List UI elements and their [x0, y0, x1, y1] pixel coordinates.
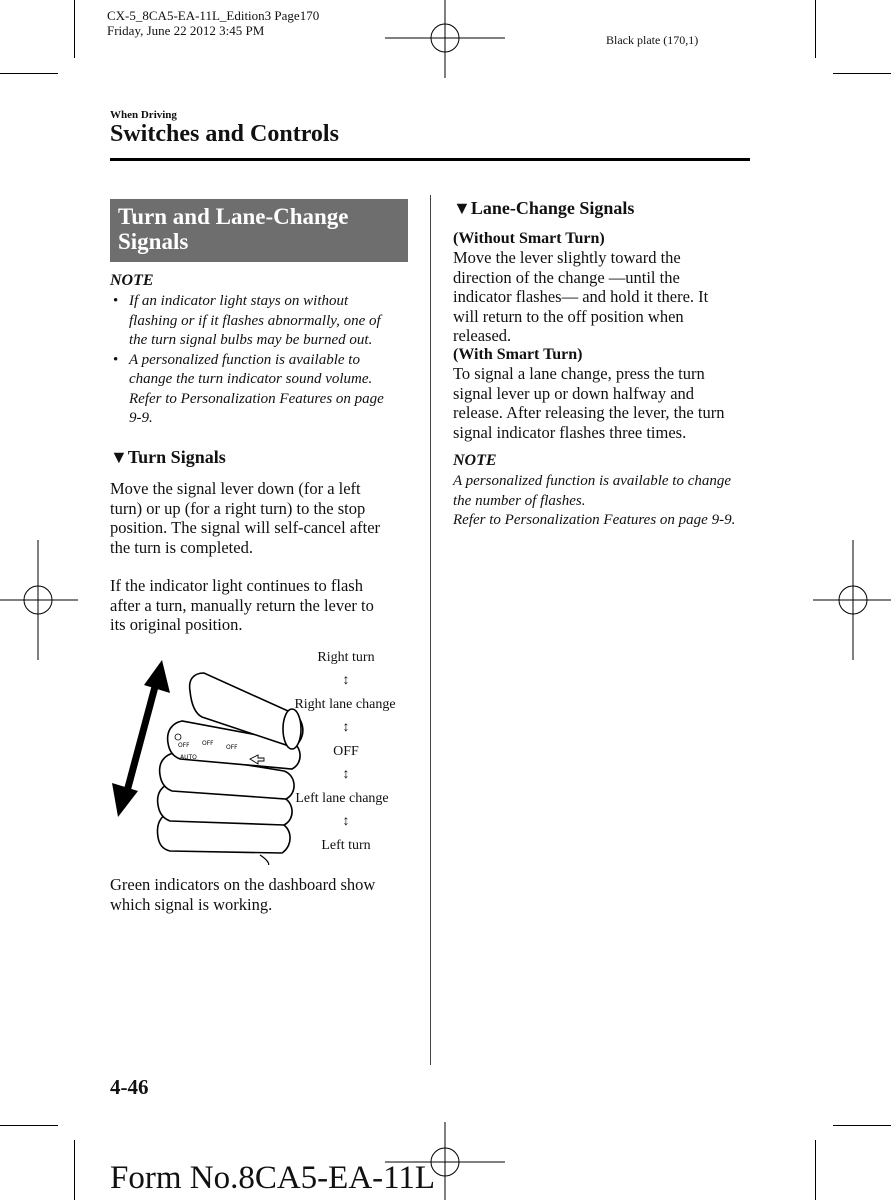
note-item — [110, 351, 410, 429]
text-line: position. The signal will self-cancel after — [110, 518, 381, 537]
label-right-turn: Right turn — [317, 650, 375, 665]
print-job-line-1: CX-5_8CA5-EA-11L_Edition3 Page170 — [107, 8, 320, 23]
section-heading-line-1: Turn and Lane-Change — [118, 204, 349, 229]
bullet-icon: • — [113, 351, 119, 368]
label-right-lane-change: Right lane change — [294, 697, 396, 712]
lever-positions — [158, 673, 303, 853]
lever-tip — [283, 709, 301, 749]
note-label-right: NOTE — [453, 452, 497, 469]
crop-mark-bottom-right-v — [815, 1140, 816, 1200]
crop-mark-top-left-v — [74, 0, 75, 58]
without-smart-turn-text — [453, 248, 753, 346]
note-item — [110, 292, 410, 351]
text-line: Green indicators on the dashboard show — [110, 875, 376, 894]
crop-mark-bottom-left-h — [0, 1125, 58, 1126]
note-line: Refer to Personalization Features on page — [129, 390, 384, 407]
lever-illustration — [110, 655, 305, 865]
arrow-icon: ↕ — [342, 720, 350, 735]
without-smart-turn-label: (Without Smart Turn) — [453, 230, 605, 247]
page-number: 4-46 — [110, 1075, 149, 1099]
text-line: indicator flashes— and hold it there. It — [453, 287, 709, 306]
registration-mark-top — [385, 0, 505, 80]
text-line: To signal a lane change, press the turn — [453, 364, 705, 383]
registration-mark-left — [0, 540, 80, 660]
lane-change-heading: ▼Lane-Change Signals — [453, 198, 635, 218]
turn-signals-paragraph-2 — [110, 576, 410, 635]
lever-mark-auto: AUTO — [180, 754, 197, 761]
text-line: If the indicator light continues to flash — [110, 576, 363, 595]
note-line: flashing or if it flashes abnormally, one of — [129, 312, 381, 329]
text-line: Move the lever slightly toward the — [453, 248, 681, 267]
text-line: release. After releasing the lever, the turn — [453, 403, 725, 422]
text-line: its original position. — [110, 615, 243, 634]
title-rule — [110, 158, 750, 161]
note-text-right — [453, 472, 763, 531]
crop-mark-bottom-left-v — [74, 1140, 75, 1200]
lever-mark-off-3: OFF — [226, 744, 238, 751]
text-line: direction of the change —until the — [453, 267, 680, 287]
lever-mark-off-1: OFF — [178, 742, 190, 749]
section-heading-box — [110, 199, 408, 262]
print-job-line-2: Friday, June 22 2012 3:45 PM — [107, 23, 265, 38]
section-heading-line-2: Signals — [118, 229, 189, 254]
text-line: after a turn, manually return the lever to — [110, 595, 374, 615]
lever-mark-off-2: OFF — [202, 740, 214, 747]
with-smart-turn-text — [453, 364, 753, 442]
crop-mark-bottom-right-h — [833, 1125, 891, 1126]
note-line: change the turn indicator sound volume. — [129, 371, 373, 387]
note-line: A personalized function is available to — [129, 351, 360, 368]
text-line: released. — [453, 326, 512, 345]
arrow-icon: ↕ — [342, 673, 350, 688]
text-line: turn) or up (for a right turn) to the stop — [110, 498, 366, 518]
text-line: signal indicator flashes three times. — [453, 422, 687, 442]
text-line: Move the signal lever down (for a left — [110, 479, 361, 498]
note-line: 9-9. — [129, 410, 153, 426]
arrow-icon: ↕ — [342, 767, 350, 782]
text-line: which signal is working. — [110, 894, 273, 914]
crop-mark-top-right-v — [815, 0, 816, 58]
note-line: Refer to Personalization Features on page 9-9. — [453, 512, 736, 528]
arrow-icon: ↕ — [342, 814, 350, 829]
note-line: A personalized function is available to change — [453, 473, 732, 489]
crop-mark-top-right-h — [833, 73, 891, 74]
page-title: Switches and Controls — [110, 121, 339, 147]
note-line: If an indicator light stays on without — [129, 293, 349, 309]
label-off: OFF — [333, 744, 359, 759]
turn-signals-paragraph-1 — [110, 479, 410, 557]
lever-stalk — [260, 855, 269, 865]
with-smart-turn-label: (With Smart Turn) — [453, 346, 583, 363]
crop-mark-top-left-h — [0, 73, 58, 74]
plate-label: Black plate (170,1) — [606, 33, 699, 47]
text-line: signal lever up or down halfway and — [453, 383, 695, 403]
indicator-paragraph — [110, 875, 410, 914]
turn-signals-heading: ▼Turn Signals — [110, 447, 226, 467]
text-line: the turn is completed. — [110, 537, 253, 557]
label-left-turn: Left turn — [321, 838, 371, 853]
note-line: the turn signal bulbs may be burned out. — [129, 332, 373, 348]
column-divider — [430, 195, 431, 1065]
registration-mark-right — [811, 540, 891, 660]
bullet-icon: • — [113, 293, 119, 309]
label-left-lane-change: Left lane change — [295, 791, 389, 806]
note-line: the number of flashes. — [453, 492, 586, 509]
text-line: will return to the off position when — [453, 306, 684, 326]
note-label-left: NOTE — [110, 272, 154, 289]
section-label: When Driving — [110, 109, 177, 121]
form-number: Form No.8CA5-EA-11L — [110, 1160, 436, 1196]
note-list-left — [110, 292, 410, 429]
